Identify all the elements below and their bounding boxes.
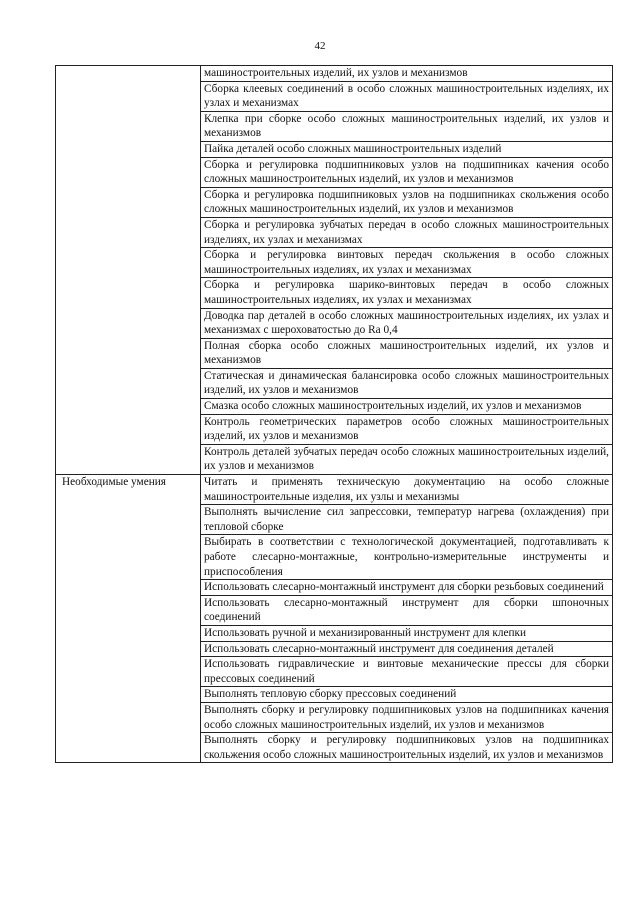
requirement-text: Выполнять тепловую сборку прессовых соединений: [201, 687, 613, 703]
requirement-text: Читать и применять техническую документацию на особо сложные машиностроительные изделия, их узлы и механизмы: [201, 475, 613, 505]
requirement-text: Использовать слесарно-монтажный инструмент для сборки шпоночных соединений: [201, 595, 613, 625]
requirement-text: Контроль геометрических параметров особо сложных машиностроительных изделий, их узлов и механизмов: [201, 414, 613, 444]
requirement-text: Пайка деталей особо сложных машиностроительных изделий: [201, 141, 613, 157]
requirement-text: Клепка при сборке особо сложных машиностроительных изделий, их узлов и механизмов: [201, 111, 613, 141]
requirement-text: Выполнять вычисление сил запрессовки, температур нагрева (охлаждения) при тепловой сборке: [201, 505, 613, 535]
requirement-text: Сборка клеевых соединений в особо сложных машиностроительных изделиях, их узлах и механизмах: [201, 81, 613, 111]
requirement-text: Смазка особо сложных машиностроительных изделий, их узлов и механизмов: [201, 399, 613, 415]
requirement-text: Использовать ручной и механизированный инструмент для клепки: [201, 625, 613, 641]
section-label: [56, 66, 201, 475]
requirement-text: Сборка и регулировка зубчатых передач в особо сложных машиностроительных изделиях, их узлах и механизмах: [201, 217, 613, 247]
requirement-text: машиностроительных изделий, их узлов и механизмов: [201, 66, 613, 82]
requirement-text: Использовать слесарно-монтажный инструмент для соединения деталей: [201, 641, 613, 657]
requirement-text: Сборка и регулировка подшипниковых узлов на подшипниках скольжения особо сложных машиностроительных изделий, их узлов и механизмов: [201, 187, 613, 217]
table-row: [56, 66, 613, 82]
requirement-text: Использовать гидравлические и винтовые механические прессы для сборки прессовых соединений: [201, 657, 613, 687]
section-label: Необходимые умения: [56, 475, 201, 763]
requirement-text: Выполнять сборку и регулировку подшипниковых узлов на подшипниках качения особо сложных машиностроительных изделий, их узлов и механизмов: [201, 702, 613, 732]
requirement-text: Использовать слесарно-монтажный инструмент для сборки резьбовых соединений: [201, 580, 613, 596]
requirement-text: Сборка и регулировка шарико-винтовых передач в особо сложных машиностроительных изделиях, их узлах и механизмах: [201, 278, 613, 308]
requirement-text: Выбирать в соответствии с технологической документацией, подготавливать к работе слесарно-монтажные, контрольно-измерительные инструменты и приспособления: [201, 535, 613, 580]
table-body: [56, 66, 613, 763]
requirement-text: Контроль деталей зубчатых передач особо сложных машиностроительных изделий, их узлов и механизмов: [201, 444, 613, 474]
requirement-text: Сборка и регулировка подшипниковых узлов на подшипниках качения особо сложных машиностроительных изделий, их узлов и механизмов: [201, 157, 613, 187]
requirement-text: Сборка и регулировка винтовых передач скольжения в особо сложных машиностроительных изделиях, их узлах и механизмах: [201, 248, 613, 278]
page-number: 42: [314, 40, 326, 52]
requirement-text: Выполнять сборку и регулировку подшипниковых узлов на подшипниках скольжения особо сложных машиностроительных изделий, их узлов и механизмов: [201, 733, 613, 763]
requirement-text: Доводка пар деталей в особо сложных машиностроительных изделиях, их узлах и механизмах с шероховатостью до Ra 0,4: [201, 308, 613, 338]
requirement-text: Статическая и динамическая балансировка особо сложных машиностроительных изделий, их узлов и механизмов: [201, 368, 613, 398]
requirements-table: [55, 65, 613, 763]
requirement-text: Полная сборка особо сложных машиностроительных изделий, их узлов и механизмов: [201, 338, 613, 368]
table-row: [56, 475, 613, 505]
